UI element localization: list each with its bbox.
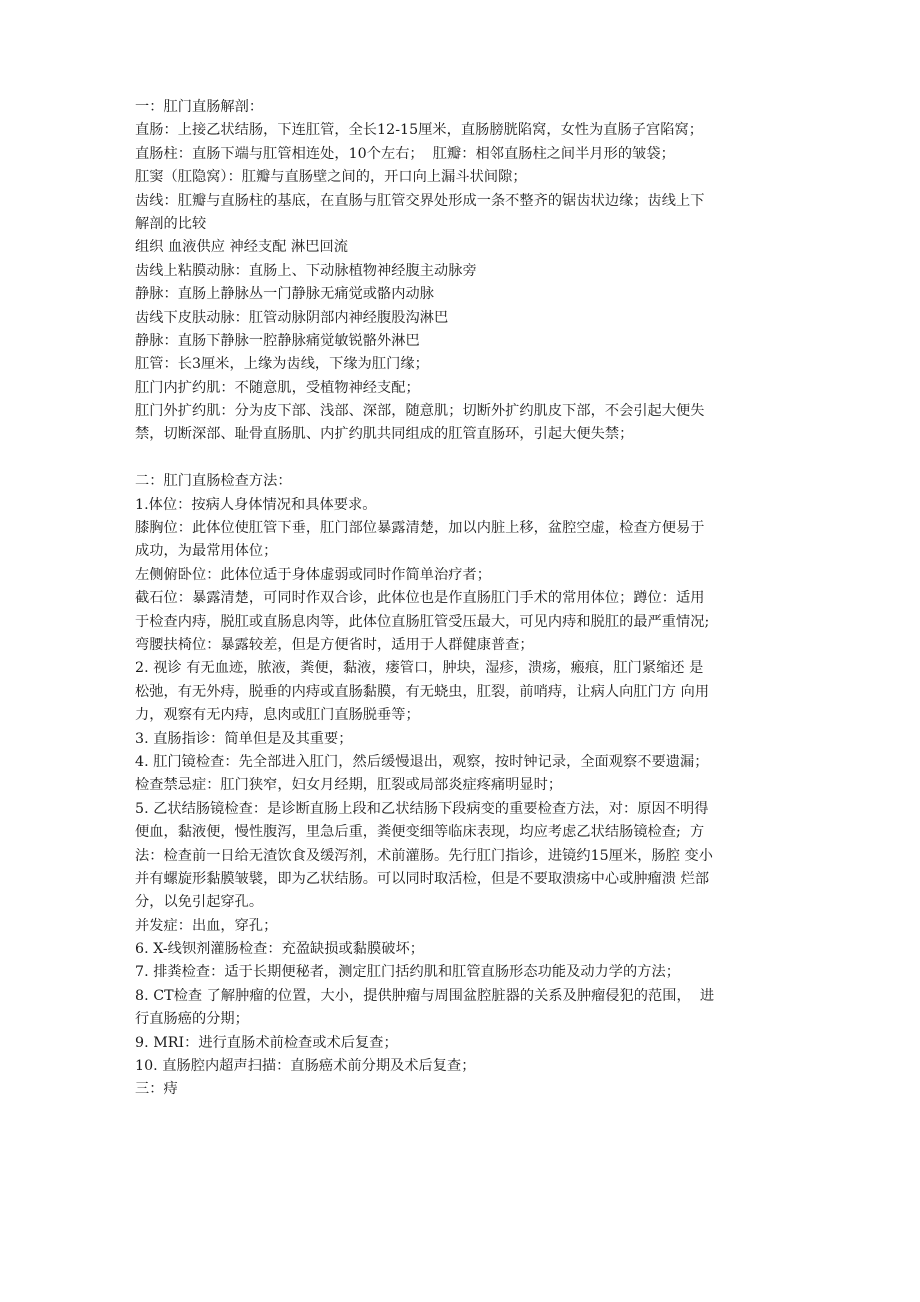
text-line: 齿线上粘膜动脉：直肠上、下动脉植物神经腹主动脉旁 — [135, 262, 477, 279]
text-line: 并发症：出血，穿孔； — [135, 917, 278, 934]
text-line: 肛门外扩约肌：分为皮下部、浅部、深部，随意肌；切断外扩约肌皮下部，不会引起大便失 — [135, 403, 705, 420]
text-line: 9. MRI：进行直肠术前检查或术后复查； — [135, 1034, 398, 1051]
text-line: 松弛，有无外痔，脱垂的内痔或直肠黏膜，有无蛲虫，肛裂，前哨痔，让病人向肛门方 向用 — [135, 683, 710, 700]
text-line: 直肠：上接乙状结肠，下连肛管，全长12-15厘米，直肠膀胱陷窝，女性为直肠子宫陷窝； — [135, 122, 703, 139]
text-line: 便血，黏液便，慢性腹泻，里急后重，粪便变细等临床表现，均应考虑乙状结肠镜检查; 方 — [135, 824, 705, 841]
text-line: 7. 排粪检查：适于长期便秘者，测定肛门括约肌和肛管直肠形态功能及动力学的方法； — [135, 964, 680, 981]
text-line: 肛门内扩约肌：不随意肌，受植物神经支配； — [135, 379, 420, 396]
text-line: 静脉：直肠上静脉丛一门静脉无痛觉或骼内动脉 — [135, 286, 434, 303]
text-line: 肛管：长3厘米，上缘为齿线，下缘为肛门缘； — [135, 356, 429, 373]
text-line: 1.体位：按病人身体情况和具体要求。 — [135, 496, 377, 513]
text-line: 一：肛门直肠解剖： — [135, 99, 264, 115]
text-line: 6. X-线钡剂灌肠检查：充盈缺损或黏膜破坏； — [135, 941, 424, 958]
text-line: 检查禁忌症：肛门狭窄，妇女月经期，肛裂或局部炎症疼痛明显时； — [135, 777, 563, 794]
text-line: 5. 乙状结肠镜检查：是诊断直肠上段和乙状结肠下段病变的重要检查方法，对：原因不明得 — [135, 800, 709, 817]
text-line: 分，以免引起穿孔。 — [135, 894, 264, 911]
document-body — [135, 96, 800, 1102]
section-heading: 三：痔 — [135, 1081, 178, 1098]
blank-line — [135, 447, 800, 470]
text-line: 并有螺旋形黏膜皱襞，即为乙状结肠。可以同时取活检，但是不要取溃疡中心或肿瘤溃 烂部 — [135, 870, 710, 887]
text-line: 左侧俯卧位：此体位适于身体虚弱或同时作简单治疗者； — [135, 566, 491, 583]
text-line: 弯腰扶椅位：暴露较差，但是方便省时，适用于人群健康普查； — [135, 636, 534, 653]
text-line: 于检查内痔，脱肛或直肠息肉等，此体位直肠肛管受压最大，可见内痔和脱肛的最严重情况; — [135, 613, 710, 630]
text-line: 禁，切断深部、耻骨直肠肌、内扩约肌共同组成的肛管直肠环，引起大便失禁； — [135, 426, 634, 443]
text-line: 8. CT检查 了解肿瘤的位置，大小，提供肿瘤与周围盆腔脏器的关系及肿瘤侵犯的范围， 进 — [135, 987, 715, 1004]
text-line: 3. 直肠指诊：简单但是及其重要； — [135, 730, 353, 747]
text-line: 2. 视诊 有无血迹，脓液，粪便，黏液，瘘管口，肿块，湿疹，溃疡，瘢痕，肛门紧缩还 是 — [135, 660, 704, 677]
text-line: 解剖的比较 — [135, 215, 207, 232]
text-line: 膝胸位：此体位使肛管下垂，肛门部位暴露清楚，加以内脏上移，盆腔空虚，检查方便易于 — [135, 520, 705, 537]
text-line: 截石位：暴露清楚，可同时作双合诊，此体位也是作直肠肛门手术的常用体位；蹲位：适用 — [135, 590, 705, 607]
text-line: 10. 直肠腔内超声扫描：直肠癌术前分期及术后复查； — [135, 1058, 476, 1075]
text-line: 静脉：直肠下静脉一腔静脉痛觉敏锐骼外淋巴 — [135, 332, 420, 349]
text-line: 肛窦（肛隐窝）：肛瓣与直肠壁之间的，开口向上漏斗状间隙； — [135, 169, 527, 186]
text-line: 组织 血液供应 神经支配 淋巴回流 — [135, 239, 349, 256]
text-line: 法：检查前一日给无渣饮食及缓泻剂，术前灌肠。先行肛门指诊，进镜约15厘米，肠腔 变小 — [135, 847, 713, 864]
text-line: 齿线下皮肤动脉：肛管动脉阴部内神经腹股沟淋巴 — [135, 309, 449, 326]
section-heading: 二：肛门直肠检查方法： — [135, 473, 292, 490]
text-line: 行直肠癌的分期； — [135, 1011, 249, 1028]
text-line: 4. 肛门镜检查：先全部进入肛门，然后缓慢退出，观察，按时钟记录，全面观察不要遗漏； — [135, 753, 709, 770]
text-line: 齿线：肛瓣与直肠柱的基底，在直肠与肛管交界处形成一条不整齐的锯齿状边缘；齿线上下 — [135, 192, 705, 209]
text-line: 力，观察有无内痔，息肉或肛门直肠脱垂等； — [135, 707, 420, 724]
text-line: 直肠柱：直肠下端与肛管相连处，10个左右； 肛瓣：相邻直肠柱之间半月形的皱袋； — [135, 145, 675, 162]
text-line: 成功，为最常用体位； — [135, 543, 278, 560]
